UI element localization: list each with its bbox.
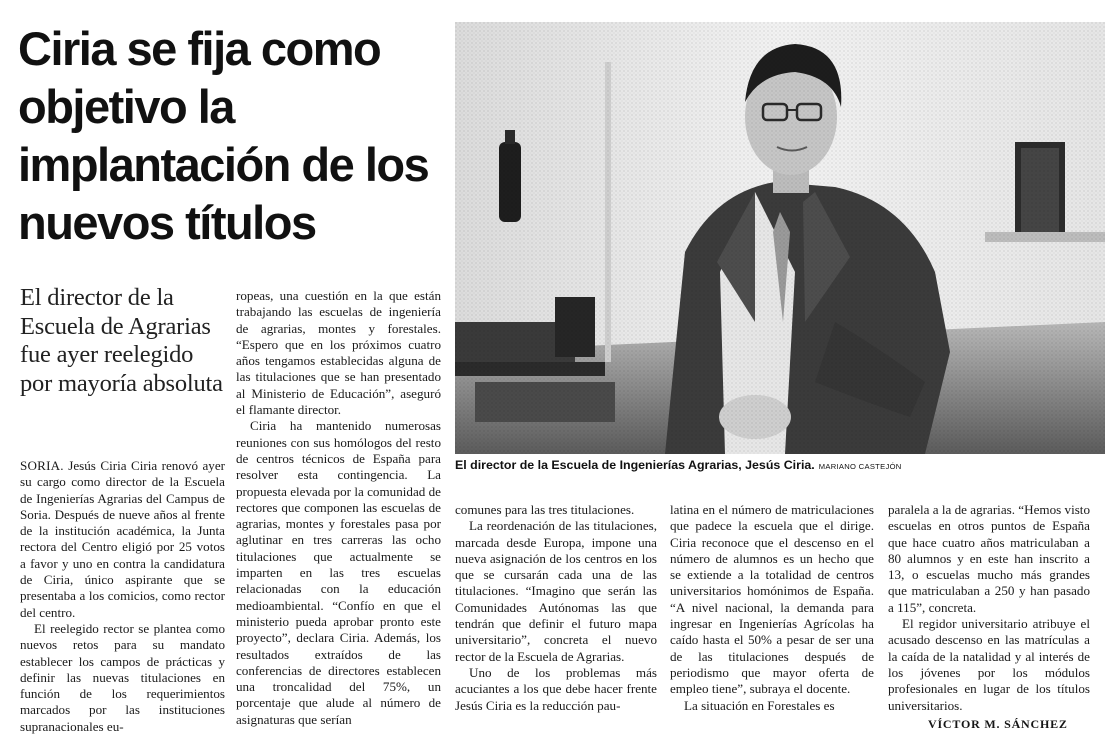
paragraph: ropeas, una cuestión en la que están trabajando las escuelas de ingeniería de agrarias, montes y forestales. “Espero que en los próximos cuatro años tengamos establecidas alguna de las titulaciones que se han presentado al Ministerio de Educación”, aseguró el flamante director.	[236, 288, 441, 418]
dateline: SORIA.	[20, 458, 64, 473]
article-column-4	[670, 502, 874, 714]
paragraph: La reordenación de las titulaciones, marcada desde Europa, impone una nueva asignación de los centros en los que se cursarán cada una de las titulaciones. “Imagino que serán las Comunidades Autónomas las que tendrán que definir el futuro mapa universitario”, concreta el nuevo rector de la Escuela de Agrarias.	[455, 518, 657, 664]
byline: VÍCTOR M. SÁNCHEZ	[928, 717, 1068, 731]
article-column-1	[20, 458, 225, 735]
subheadline: El director de la Escuela de Agrarias fue ayer reelegido por mayoría absoluta	[20, 284, 223, 397]
article-photo	[455, 22, 1105, 454]
paragraph: El reelegido rector se plantea como nuevos retos para su mandato establecer los campos de prácticas y definir las nuevas titulaciones en función de los requerimientos marcados por las instituciones supranacionales eu-	[20, 620, 225, 734]
photo-caption	[455, 458, 1105, 472]
paragraph: El regidor universitario atribuye el acusado descenso en las matrículas a la caída de la natalidad y al interés de los jóvenes por los módulos profesionales en lugar de los títulos universitarios.	[888, 616, 1090, 713]
paragraph: comunes para las tres titulaciones.	[455, 502, 635, 517]
article-column-2	[236, 288, 441, 728]
article-column-5	[888, 502, 1090, 714]
paragraph	[20, 458, 225, 621]
paragraph: paralela a la de agrarias. “Hemos visto escuelas en otros puntos de España que hace cuatro años matriculaban a 80 alumnos y en este han inscrito a 13, o escuelas mucho más grandes que matriculaban a 250 y han pasado a 115”, concreta.	[888, 502, 1090, 615]
paragraph-text: Jesús Ciria Ciria renovó ayer su cargo como director de la Escuela de Ingenierías Agrarias del Campus de Soria. Después de nueve años al frente de la institución académica, la Junta rectora del Centro eligió por 25 votos a favor y uno en contra la candidatura de Ciria, único aspirante que se presentaba a los comicios, como rector del centro.	[20, 458, 225, 620]
paragraph: Uno de los problemas más acuciantes a los que debe hacer frente Jesús Ciria es la reducción pau-	[455, 664, 657, 713]
paragraph: Ciria ha mantenido numerosas reuniones con sus homólogos del resto de centros técnicos de España para resolver esta contingencia. La propuesta elevada por la comunidad de rectores que componen las escuelas de agrarias, montes y forestales pasa por aglutinar en tres carreras las ocho titulaciones que actualmente se imparten en las tres escuelas relacionadas con la educación medioambiental. “Confío en que el ministerio pueda aprobar pronto este proyecto”, declara Ciria. Además, los resultados extraídos de las conferencias de directores establecen una troncalidad del 75%, un porcentaje que alude al número de asignaturas que serían	[236, 418, 441, 727]
headline: Ciria se fija como objetivo la implantación de los nuevos títulos	[18, 22, 429, 249]
portrait-illustration	[455, 22, 1105, 454]
photo-credit: MARIANO CASTEJÓN	[818, 462, 902, 471]
article-column-3	[455, 502, 657, 714]
caption-text: El director de la Escuela de Ingenierías Agrarias, Jesús Ciria.	[455, 458, 815, 472]
paragraph: latina en el número de matriculaciones que padece la escuela que el dirige. Ciria reconoce que el descenso en el número de alumnos es un hecho que se extiende a la totalidad de centros universitarios homónimos de España. “A nivel nacional, la demanda para ingresar en Ingenierías Agrícolas ha caído hasta el 50% a pesar de ser una de las titulaciones después de periodismo que mayor oferta de empleo tiene”, subraya el docente.	[670, 502, 874, 697]
paragraph: La situación en Forestales es	[684, 697, 835, 713]
